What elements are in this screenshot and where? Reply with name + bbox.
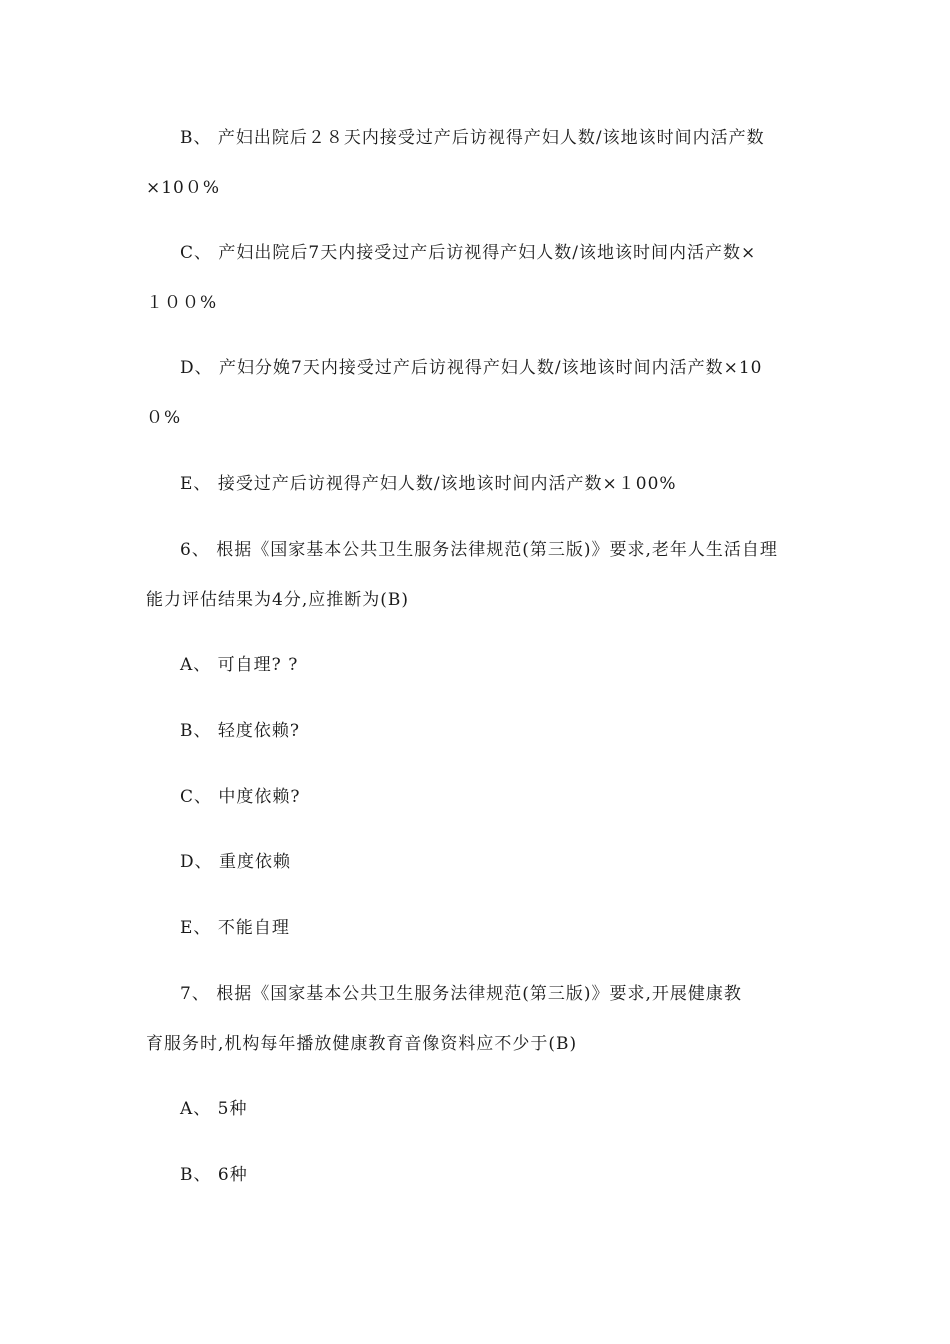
option-e-q5: E、 接受过产后访视得产妇人数/该地该时间内活产数×１00% <box>180 474 677 494</box>
option-d-q5-line1: D、 产妇分娩7天内接受过产后访视得产妇人数/该地该时间内活产数×10 <box>180 358 763 378</box>
option-d-q6: D、 重度依赖 <box>180 852 292 872</box>
option-c-q5-line2: １００% <box>146 293 218 313</box>
question-7-line1: 7、 根据《国家基本公共卫生服务法律规范(第三版)》要求,开展健康教 <box>180 984 742 1004</box>
question-7-line2: 育服务时,机构每年播放健康教育音像资料应不少于(B) <box>146 1034 578 1054</box>
question-6-line2: 能力评估结果为4分,应推断为(B) <box>146 590 409 610</box>
option-b-q5-line2: ×10０% <box>146 178 221 198</box>
option-a-q7: A、 5种 <box>180 1099 248 1119</box>
option-d-q5-line2: ０% <box>146 408 182 428</box>
option-e-q6: E、 不能自理 <box>180 918 290 938</box>
option-a-q6: A、 可自理? ? <box>180 655 299 675</box>
option-b-q5-line1: B、 产妇出院后２８天内接受过产后访视得产妇人数/该地该时间内活产数 <box>180 128 765 148</box>
option-b-q7: B、 6种 <box>180 1165 248 1185</box>
question-6-line1: 6、 根据《国家基本公共卫生服务法律规范(第三版)》要求,老年人生活自理 <box>180 540 778 560</box>
option-b-q6: B、 轻度依赖? <box>180 721 301 741</box>
option-c-q5-line1: C、 产妇出院后7天内接受过产后访视得产妇人数/该地该时间内活产数× <box>180 243 757 263</box>
option-c-q6: C、 中度依赖? <box>180 787 301 807</box>
